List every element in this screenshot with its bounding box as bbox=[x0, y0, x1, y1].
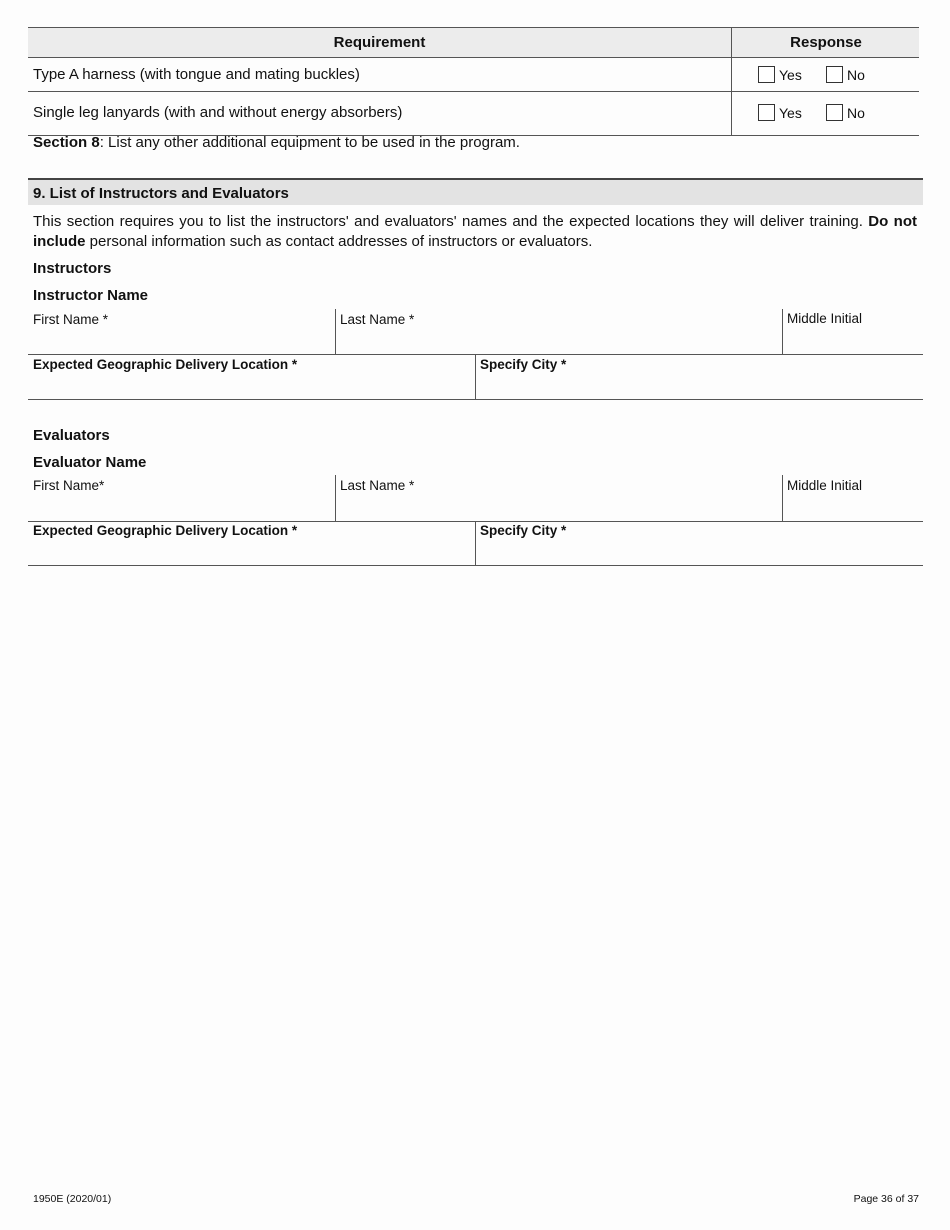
instructor-last-name-field[interactable]: Last Name * bbox=[340, 312, 415, 327]
no-checkbox[interactable] bbox=[826, 104, 843, 121]
section8-text: : List any other additional equipment to be used in the program. bbox=[99, 134, 520, 151]
requirement-text: Type A harness (with tongue and mating buckles) bbox=[33, 66, 360, 83]
instructor-middle-initial-field[interactable]: Middle Initial bbox=[787, 311, 863, 326]
instructor-name-heading: Instructor Name bbox=[33, 287, 149, 304]
no-option[interactable] bbox=[826, 104, 865, 121]
divider bbox=[335, 475, 336, 522]
page-number: Page 36 of 37 bbox=[853, 1193, 919, 1205]
evaluator-location-field[interactable]: Expected Geographic Delivery Location * bbox=[33, 523, 298, 538]
no-label: No bbox=[847, 66, 865, 83]
yes-option[interactable] bbox=[758, 66, 802, 83]
requirements-table bbox=[28, 27, 919, 136]
section9-intro bbox=[33, 212, 917, 252]
section8-label: Section 8 bbox=[33, 134, 100, 151]
yes-label: Yes bbox=[779, 104, 802, 121]
evaluator-first-name-field[interactable]: First Name* bbox=[33, 478, 105, 493]
instructor-city-field[interactable]: Specify City * bbox=[480, 357, 567, 372]
requirement-text: Single leg lanyards (with and without energy absorbers) bbox=[33, 104, 403, 121]
intro-bold: Do not include bbox=[33, 213, 918, 250]
instructor-first-name-field[interactable]: First Name * bbox=[33, 312, 109, 327]
divider bbox=[475, 522, 476, 566]
yes-checkbox[interactable] bbox=[758, 66, 775, 83]
divider bbox=[28, 565, 923, 566]
table-row bbox=[28, 92, 919, 136]
no-label: No bbox=[847, 104, 865, 121]
divider bbox=[475, 355, 476, 400]
yes-label: Yes bbox=[779, 66, 802, 83]
header-response: Response bbox=[731, 28, 920, 57]
evaluator-middle-initial-field[interactable]: Middle Initial bbox=[787, 478, 863, 493]
evaluator-name-heading: Evaluator Name bbox=[33, 454, 147, 471]
divider bbox=[335, 309, 336, 355]
section8-note bbox=[33, 134, 520, 151]
table-row bbox=[28, 58, 919, 92]
divider bbox=[782, 309, 783, 355]
divider bbox=[782, 475, 783, 522]
form-id: 1950E (2020/01) bbox=[33, 1193, 112, 1205]
divider bbox=[28, 399, 923, 400]
yes-checkbox[interactable] bbox=[758, 104, 775, 121]
evaluator-city-field[interactable]: Specify City * bbox=[480, 523, 567, 538]
intro-rest: personal information such as contact addresses of instructors or evaluators. bbox=[85, 233, 593, 250]
table-header bbox=[28, 27, 919, 58]
instructors-heading: Instructors bbox=[33, 260, 112, 277]
section9-title: 9. List of Instructors and Evaluators bbox=[28, 178, 923, 205]
instructor-location-field[interactable]: Expected Geographic Delivery Location * bbox=[33, 357, 298, 372]
no-option[interactable] bbox=[826, 66, 865, 83]
yes-option[interactable] bbox=[758, 104, 802, 121]
evaluator-last-name-field[interactable]: Last Name * bbox=[340, 478, 415, 493]
evaluators-heading: Evaluators bbox=[33, 427, 110, 444]
intro-text: This section requires you to list the instructors' and evaluators' names and the expected locations they will deliver training. bbox=[33, 213, 869, 230]
header-requirement: Requirement bbox=[333, 34, 426, 51]
no-checkbox[interactable] bbox=[826, 66, 843, 83]
